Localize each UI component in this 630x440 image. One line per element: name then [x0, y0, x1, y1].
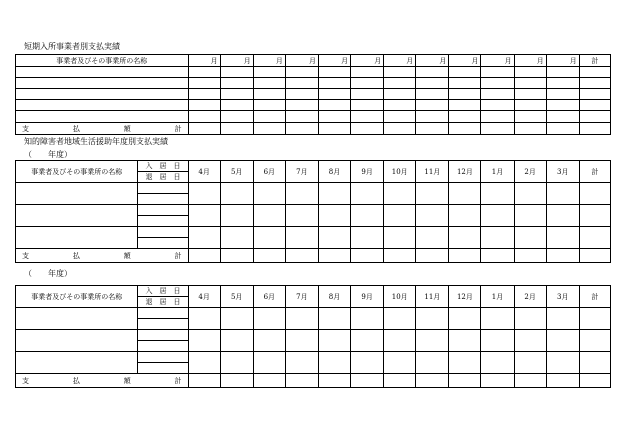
group-home-table-2 — [15, 285, 611, 388]
t2-entry-cell[interactable] — [16, 183, 138, 205]
t2-month-9: 9月 — [351, 161, 384, 183]
group-home-table-1 — [15, 160, 611, 263]
t3-month-4: 4月 — [188, 286, 220, 308]
short-stay-table — [15, 54, 611, 135]
year-label-2: （ 年度） — [24, 269, 72, 278]
t1-entry-cell[interactable] — [16, 89, 189, 100]
year-label-1: （ 年度） — [24, 150, 72, 159]
t1-total-label: 支 払 額 計 — [16, 123, 189, 135]
t1-month-10: 月 — [481, 55, 514, 67]
t2-month-12: 12月 — [449, 161, 481, 183]
t2-month-8: 8月 — [318, 161, 350, 183]
t3-month-12: 12月 — [449, 286, 481, 308]
t2-month-7: 7月 — [285, 161, 318, 183]
t3-month-2: 2月 — [514, 286, 546, 308]
t1-month-9: 月 — [449, 55, 481, 67]
t3-month-5: 5月 — [220, 286, 253, 308]
t1-entry-cell[interactable] — [16, 67, 189, 78]
title-short-stay-payments: 短期入所事業者別支払実績 — [24, 42, 120, 51]
t2-month-5: 5月 — [220, 161, 253, 183]
t3-entry-cell[interactable] — [16, 308, 138, 330]
t1-entry-cell[interactable] — [16, 111, 189, 123]
t2-month-3: 3月 — [546, 161, 579, 183]
t2-month-4: 4月 — [188, 161, 220, 183]
title-group-home-payments: 知的障害者地域生活援助年度別支払実績 — [24, 137, 168, 146]
t2-name-header: 事業者及びその事業所の名称 — [16, 161, 138, 183]
t3-month-7: 7月 — [285, 286, 318, 308]
t2-total-label: 支 払 額 計 — [16, 249, 189, 263]
t2-month-2: 2月 — [514, 161, 546, 183]
t1-total-header: 計 — [579, 55, 610, 67]
t3-month-3: 3月 — [546, 286, 579, 308]
t3-month-6: 6月 — [253, 286, 285, 308]
t3-month-10: 10月 — [384, 286, 416, 308]
t2-move-dates-header: 入 居 日 退 居 日 — [138, 161, 188, 183]
t3-entry-cell[interactable] — [16, 330, 138, 352]
t2-entry-cell[interactable] — [16, 227, 138, 249]
t3-move-dates-header: 入 居 日 退 居 日 — [138, 286, 188, 308]
t2-month-6: 6月 — [253, 161, 285, 183]
t1-month-8: 月 — [416, 55, 449, 67]
t1-month-1: 月 — [188, 55, 220, 67]
t3-month-1: 1月 — [481, 286, 514, 308]
t1-month-5: 月 — [318, 55, 350, 67]
t1-month-7: 月 — [384, 55, 416, 67]
t1-month-11: 月 — [514, 55, 546, 67]
t3-month-9: 9月 — [351, 286, 384, 308]
t2-month-11: 11月 — [416, 161, 449, 183]
t1-month-6: 月 — [351, 55, 384, 67]
t1-entry-cell[interactable] — [16, 100, 189, 111]
t2-entry-cell[interactable] — [16, 205, 138, 227]
t1-month-12: 月 — [546, 55, 579, 67]
t2-total-header: 計 — [579, 161, 610, 183]
t1-month-3: 月 — [253, 55, 285, 67]
t1-month-2: 月 — [220, 55, 253, 67]
t1-entry-cell[interactable] — [16, 78, 189, 89]
t3-month-8: 8月 — [318, 286, 350, 308]
t1-month-4: 月 — [285, 55, 318, 67]
t1-name-header: 事業者及びその事業所の名称 — [16, 55, 189, 67]
t2-month-10: 10月 — [384, 161, 416, 183]
t2-month-1: 1月 — [481, 161, 514, 183]
t3-total-label: 支 払 額 計 — [16, 374, 189, 388]
t3-name-header: 事業者及びその事業所の名称 — [16, 286, 138, 308]
t3-month-11: 11月 — [416, 286, 449, 308]
t3-entry-cell[interactable] — [16, 352, 138, 374]
t3-total-header: 計 — [579, 286, 610, 308]
